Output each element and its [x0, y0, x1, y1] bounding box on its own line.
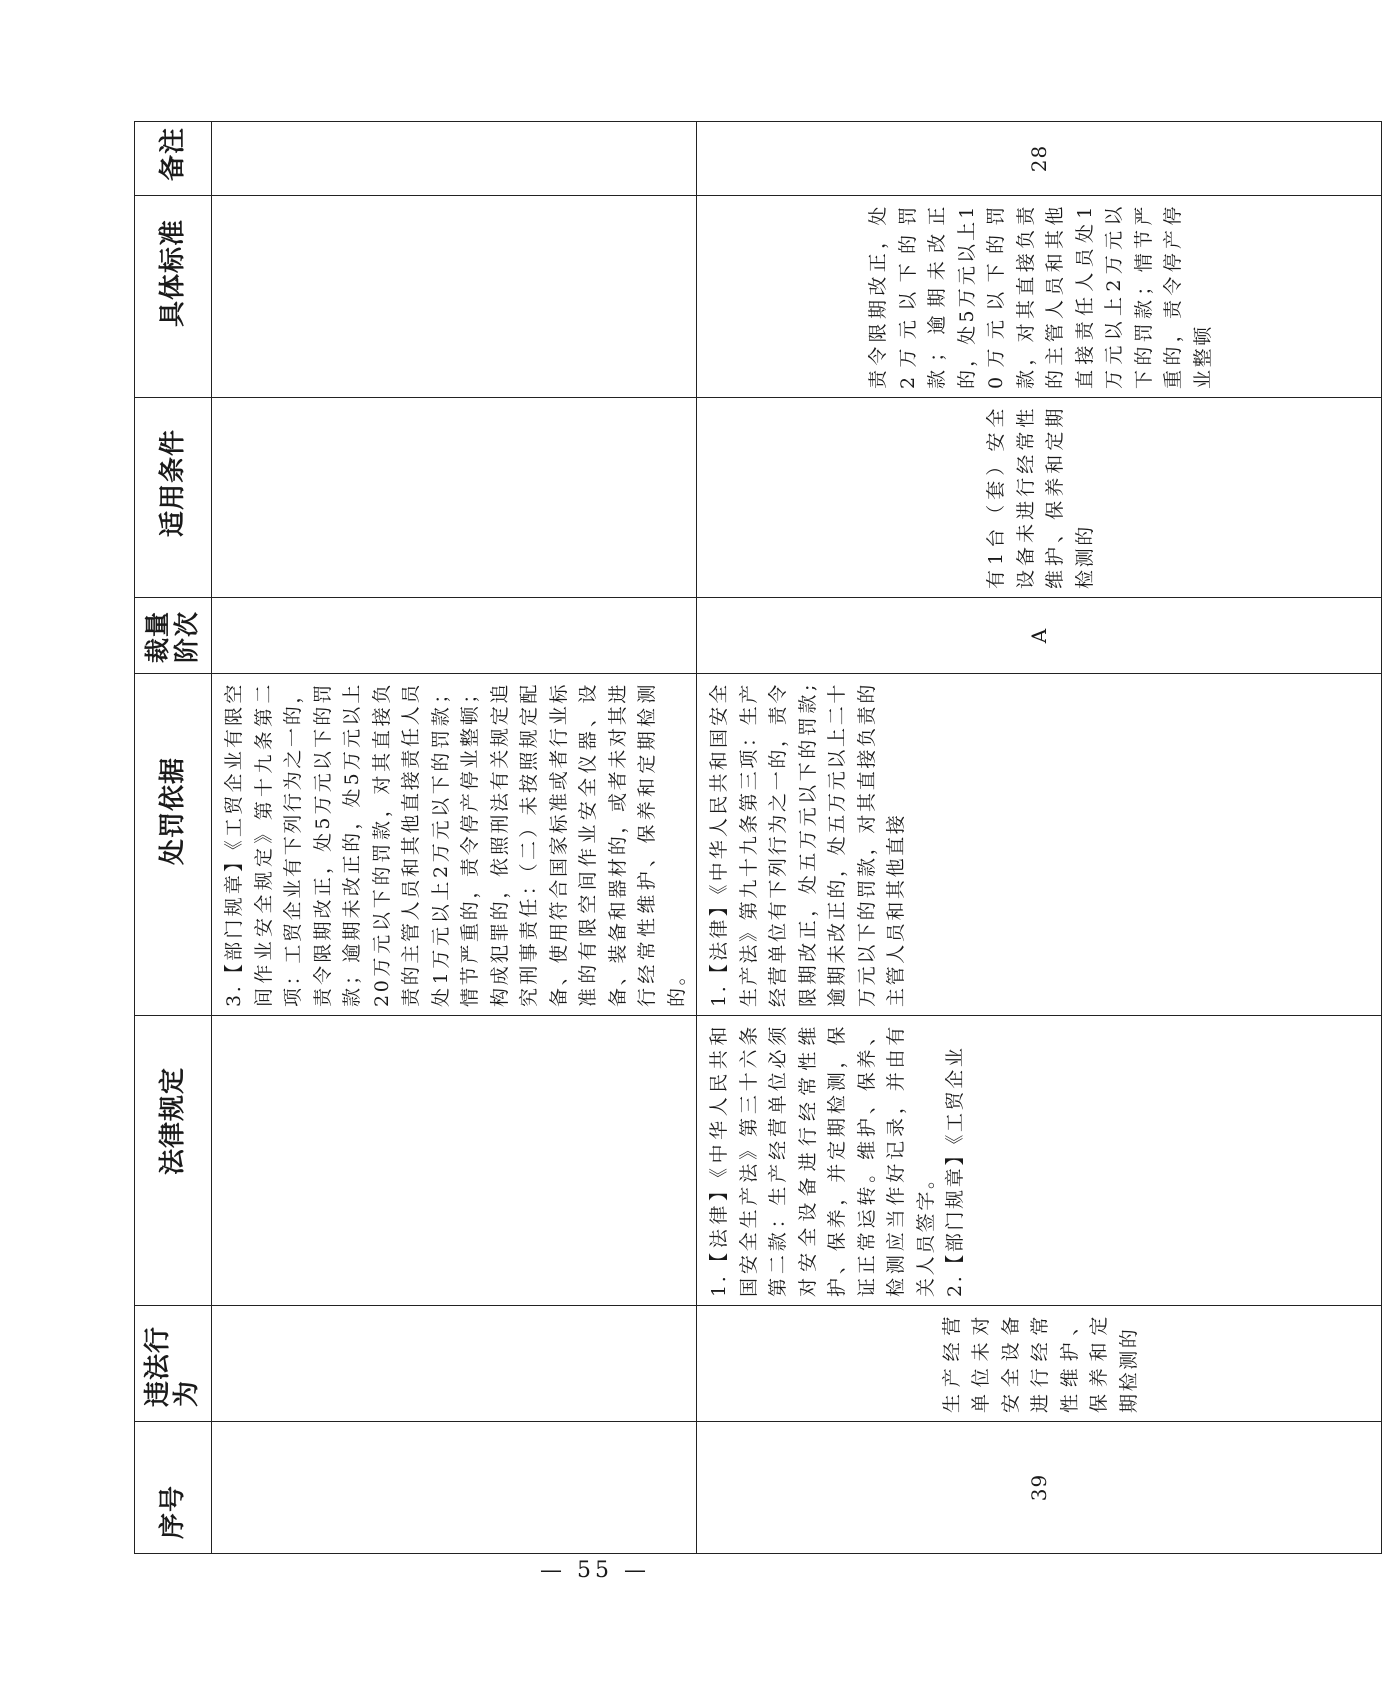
penalty-standards-table — [134, 121, 1382, 1554]
header-level: 裁量阶次 — [135, 598, 212, 674]
standard-cell — [697, 196, 1382, 398]
header-remark: 备注 — [135, 122, 212, 196]
header-law: 法律规定 — [135, 1016, 212, 1306]
law-item-1: 1.【法律】《中华人民共和国安全生产法》第三十六条第二款：生产经营单位必须对安全设备进行经常性维护、保养，并定期检测，保证正常运转。维护、保养、检测应当作好记录，并由有关人员签字。 — [708, 1024, 937, 1297]
table-header-row — [135, 122, 212, 1554]
prev-basis-cell — [212, 674, 697, 1016]
header-basis: 处罚依据 — [135, 674, 212, 1016]
header-act: 违法行为 — [135, 1306, 212, 1422]
standard-text: 责令限期改正，处2万元以下的罚款；逾期未改正的，处5万元以上10万元以下的罚款，对其直接负责的主管人员和其他直接责任人员处1万元以上2万元以下的罚款；情节严重的，责令停产停业整顿 — [867, 204, 1214, 389]
prev-seq-cell — [212, 1422, 697, 1554]
condition-cell — [697, 398, 1382, 598]
prev-basis-text: 3.【部门规章】《工贸企业有限空间作业安全规定》第十九条第二项：工贸企业有下列行为之一的，责令限期改正，处5万元以下的罚款；逾期未改正的，处5万元以上20万元以下的罚款，对其直接负责的主管人员和其他直接责任人员处1万元以上2万元以下的罚款；情节严重的，责令停产停业整顿；构成犯罪的，依照刑法有关规定追究刑事责任：（二）未按照规定配备、使用符合国家标准或者行业标准的有限空间作业安全仪器、设备、装备和器材的，或者未对其进行经常性维护、保养和定期检测的。 — [223, 682, 688, 1007]
seq-value: 39 — [1027, 1473, 1051, 1502]
level-value: A — [1027, 627, 1051, 644]
rotated-table-container — [134, 122, 1214, 1554]
act-text: 生产经营单位未对安全设备进行经常性维护、保养和定期检测的 — [940, 1314, 1140, 1413]
seq-cell — [697, 1422, 1382, 1554]
prev-standard-cell — [212, 196, 697, 398]
prev-remark-cell — [212, 122, 697, 196]
header-condition: 适用条件 — [135, 398, 212, 598]
page-number: — 55 — — [540, 1558, 650, 1583]
table-row — [212, 122, 697, 1554]
law-cell — [697, 1016, 1382, 1306]
table-row — [697, 122, 1382, 1554]
prev-condition-cell — [212, 398, 697, 598]
level-cell — [697, 598, 1382, 674]
prev-act-cell — [212, 1306, 697, 1422]
condition-text: 有1台（套）安全设备未进行经常性维护、保养和定期检测的 — [985, 406, 1096, 589]
remark-value: 28 — [1027, 144, 1051, 173]
law-text — [697, 1016, 975, 1305]
header-standard: 具体标准 — [135, 196, 212, 398]
prev-level-cell — [212, 598, 697, 674]
remark-cell — [697, 122, 1382, 196]
basis-text: 1.【法律】《中华人民共和国安全生产法》第九十九条第三项：生产经营单位有下列行为之一的，责令限期改正，处五万元以下的罚款;逾期未改正的，处五万元以上二十万元以下的罚款，对其直接负责的主管人员和其他直接 — [708, 682, 907, 1007]
prev-law-cell — [212, 1016, 697, 1306]
basis-cell — [697, 674, 1382, 1016]
act-cell — [697, 1306, 1382, 1422]
header-seq: 序号 — [135, 1422, 212, 1554]
law-item-2: 2.【部门规章】《工贸企业 — [944, 1045, 966, 1297]
